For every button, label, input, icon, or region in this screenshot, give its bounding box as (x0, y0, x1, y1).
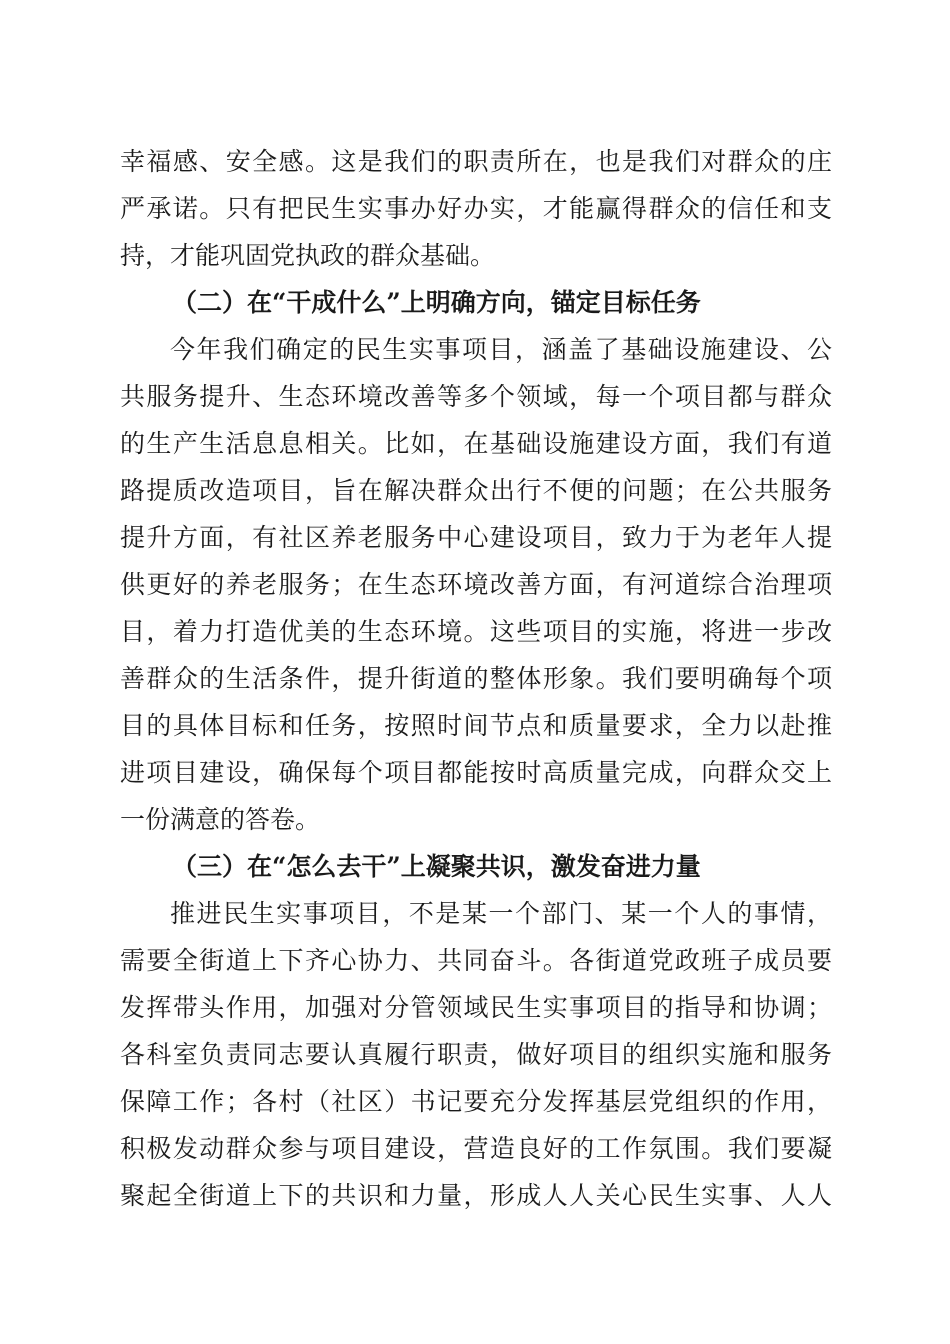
paragraph-line: 供更好的养老服务；在生态环境改善方面，有河道综合治理项 (120, 570, 832, 599)
section-heading: （三）在“怎么去干”上凝聚共识，激发奋进力量 (172, 852, 701, 881)
paragraph-line: 推进民生实事项目，不是某一个部门、某一个人的事情， (170, 899, 832, 928)
paragraph-line: 各科室负责同志要认真履行职责，做好项目的组织实施和服务 (120, 1040, 832, 1069)
paragraph-line: 发挥带头作用，加强对分管领域民生实事项目的指导和协调； (120, 993, 832, 1022)
paragraph-line: 善群众的生活条件，提升街道的整体形象。我们要明确每个项 (120, 664, 832, 693)
paragraph-line: 进项目建设，确保每个项目都能按时高质量完成，向群众交上 (120, 758, 832, 787)
paragraph-line: 需要全街道上下齐心协力、共同奋斗。各街道党政班子成员要 (120, 946, 832, 975)
paragraph-line: 严承诺。只有把民生实事办好办实，才能赢得群众的信任和支 (120, 194, 832, 223)
paragraph-line: 聚起全街道上下的共识和力量，形成人人关心民生实事、人人 (120, 1181, 832, 1210)
section-heading: （二）在“干成什么”上明确方向，锚定目标任务 (172, 288, 701, 317)
paragraph-line: 今年我们确定的民生实事项目，涵盖了基础设施建设、公 (170, 335, 832, 364)
paragraph-line: 持，才能巩固党执政的群众基础。 (120, 241, 496, 270)
paragraph-line: 积极发动群众参与项目建设，营造良好的工作氛围。我们要凝 (120, 1134, 832, 1163)
paragraph-line: 目，着力打造优美的生态环境。这些项目的实施，将进一步改 (120, 617, 832, 646)
paragraph-line: 提升方面，有社区养老服务中心建设项目，致力于为老年人提 (120, 523, 832, 552)
paragraph-line: 共服务提升、生态环境改善等多个领域，每一个项目都与群众 (120, 382, 832, 411)
paragraph-line: 路提质改造项目，旨在解决群众出行不便的问题；在公共服务 (120, 476, 832, 505)
paragraph-line: 一份满意的答卷。 (120, 805, 321, 834)
paragraph-line: 目的具体目标和任务，按照时间节点和质量要求，全力以赴推 (120, 711, 832, 740)
paragraph-line: 保障工作；各村（社区）书记要充分发挥基层党组织的作用， (120, 1087, 832, 1116)
paragraph-line: 幸福感、安全感。这是我们的职责所在，也是我们对群众的庄 (120, 147, 832, 176)
paragraph-line: 的生产生活息息相关。比如，在基础设施建设方面，我们有道 (120, 429, 832, 458)
